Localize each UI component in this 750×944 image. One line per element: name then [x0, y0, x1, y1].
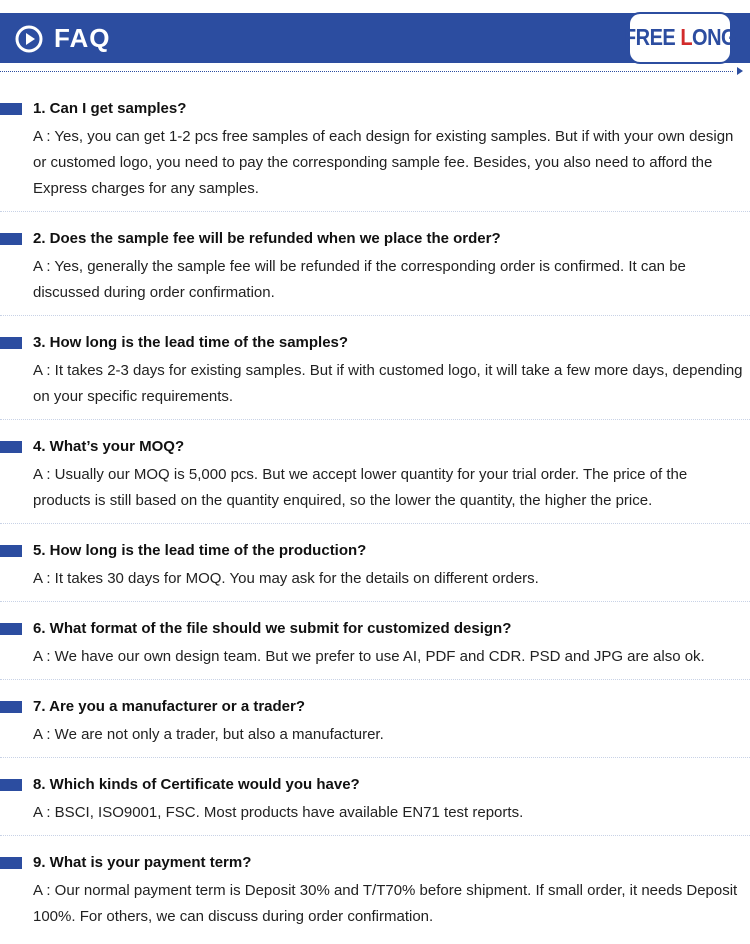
- faq-answer: A : It takes 30 days for MOQ. You may ask for the details on different orders.: [33, 570, 539, 587]
- faq-question: 4. What’s your MOQ?: [33, 438, 185, 455]
- faq-question: 2. Does the sample fee will be refunded when we place the order?: [33, 230, 501, 247]
- faq-answer: A : We are not only a trader, but also a manufacturer.: [33, 726, 384, 743]
- faq-answer: A : It takes 2-3 days for existing samples. But if with customed logo, it will take a few more days, depending on your specific requirements.: [33, 362, 743, 405]
- play-circle-icon: [15, 25, 43, 53]
- logo-text-end: ONG: [692, 24, 737, 51]
- bullet-marker: [0, 233, 22, 245]
- faq-question: 6. What format of the file should we submit for customized design?: [33, 620, 512, 637]
- bullet-marker: [0, 623, 22, 635]
- faq-answer: A : Yes, you can get 1-2 pcs free samples of each design for existing samples. But if with your own design or customed logo, you need to pay the corresponding sample fee. Besides, you also need to afford the Express charges for any samples.: [33, 128, 734, 197]
- faq-answer: A : BSCI, ISO9001, FSC. Most products have available EN71 test reports.: [33, 804, 524, 821]
- arrow-right-icon: [737, 67, 743, 75]
- faq-separator: [0, 679, 750, 680]
- bullet-marker: [0, 545, 22, 557]
- faq-answer: A : We have our own design team. But we prefer to use AI, PDF and CDR. PSD and JPG are also ok.: [33, 648, 705, 665]
- brand-logo: [623, 12, 737, 64]
- faq-question: 1. Can I get samples?: [33, 100, 187, 117]
- faq-separator: [0, 315, 750, 316]
- logo-text-accent: L: [680, 24, 693, 51]
- faq-question: 8. Which kinds of Certificate would you have?: [33, 776, 360, 793]
- faq-separator: [0, 835, 750, 836]
- faq-question: 9. What is your payment term?: [33, 854, 252, 871]
- faq-question: 5. How long is the lead time of the production?: [33, 542, 367, 559]
- bullet-marker: [0, 441, 22, 453]
- bullet-marker: [0, 337, 22, 349]
- faq-answer: A : Usually our MOQ is 5,000 pcs. But we accept lower quantity for your trial order. The price of the products is still based on the quantity enquired, so the lower the quantity, the higher the price.: [33, 466, 688, 509]
- faq-answer: A : Yes, generally the sample fee will be refunded if the corresponding order is confirmed. It can be discussed during order confirmation.: [33, 258, 686, 301]
- faq-separator: [0, 523, 750, 524]
- faq-header: [0, 0, 750, 76]
- faq-separator: [0, 757, 750, 758]
- faq-separator: [0, 601, 750, 602]
- faq-question: 7. Are you a manufacturer or a trader?: [33, 698, 306, 715]
- faq-answer: A : Our normal payment term is Deposit 30% and T/T70% before shipment. If small order, it needs Deposit 100%. For others, we can discuss during order confirmation.: [33, 882, 738, 925]
- bullet-marker: [0, 857, 22, 869]
- page-title: FAQ: [54, 23, 111, 53]
- logo-text: [624, 25, 736, 51]
- bullet-marker: [0, 701, 22, 713]
- faq-separator: [0, 211, 750, 212]
- logo-text-start: FREE: [623, 24, 681, 51]
- header-divider: [0, 71, 733, 72]
- faq-question: 3. How long is the lead time of the samples?: [33, 334, 349, 351]
- bullet-marker: [0, 779, 22, 791]
- faq-separator: [0, 419, 750, 420]
- bullet-marker: [0, 103, 22, 115]
